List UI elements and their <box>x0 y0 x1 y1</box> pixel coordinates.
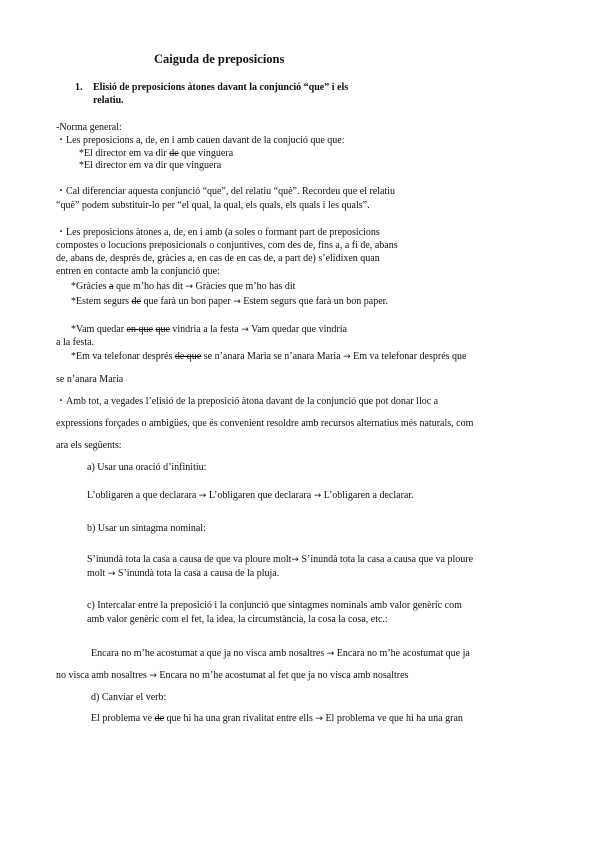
struck-preposition: de <box>154 713 165 724</box>
option-a-label: a) Usar una oració d’infinitiu: <box>87 462 207 473</box>
option-b-label: b) Usar un sintagma nominal: <box>87 523 206 534</box>
arrow-icon: → <box>149 671 157 681</box>
paragraph-4-line-3: ara els següents: <box>56 440 122 451</box>
arrow-icon: → <box>291 555 299 565</box>
section-number: 1. <box>75 82 83 93</box>
option-c-line-2: amb valor genèric com el fet, la idea, la circumstància, la cosa la cosa, etc.: <box>87 614 388 625</box>
option-d-label: d) Canviar el verb: <box>91 692 167 703</box>
section-heading-line-1: Elisió de preposicions àtones davant la conjunció “que” i els <box>93 82 349 93</box>
paragraph-3-line-4: entren en contacte amb la conjunció que: <box>56 266 220 277</box>
arrow-icon: → <box>241 325 249 335</box>
option-b-example-line-1: S’inundà tota la casa a causa de que va ploure molt→ S’inundà tota la casa a causa que va ploure <box>87 554 474 565</box>
struck-preposition: de <box>169 148 179 159</box>
example-line-continuation: se n’anara Maria <box>56 374 124 385</box>
arrow-icon: → <box>313 491 322 501</box>
arrow-icon: → <box>315 714 323 724</box>
option-b-example-line-2: molt → S’inundà tota la casa a causa de la pluja. <box>87 568 280 579</box>
paragraph-3-line-2: compostes o locucions preposicionals o conjuntives, com des de, fins a, a fi de, abans <box>56 240 398 251</box>
paragraph-1-text: ・Les preposicions a, de, en i amb cauen davant de la conjució que que: <box>56 135 345 146</box>
paragraph-2-line-1: ・Cal diferenciar aquesta conjunció “que”, del relatiu “què”. Recordeu que el relatiu <box>56 186 396 197</box>
option-c-line-1: c) Intercalar entre la preposició i la conjunció que sintagmes nominals amb valor genèric com <box>87 600 462 611</box>
example-line: *El director em va dir de que vinguera <box>79 148 234 159</box>
struck-preposition: de que <box>174 351 202 362</box>
struck-preposition: que <box>155 324 170 335</box>
paragraph-4-line-2: expressions forçades o ambigües, que és convenient resoldre amb recursos alternatius més naturals, com <box>56 418 474 429</box>
page-title: Caiguda de preposicions <box>154 52 285 66</box>
paragraph-2-line-2: “què” podem substituir-lo per “el qual, la qual, els quals, els quals i les quals”. <box>56 200 370 211</box>
example-line: *Vam quedar en que que vindria a la festa → Vam quedar que vindria <box>71 324 347 335</box>
arrow-icon: → <box>233 297 241 307</box>
struck-preposition: de <box>131 296 141 307</box>
arrow-icon: → <box>185 282 193 292</box>
arrow-icon: → <box>326 649 335 659</box>
option-c-example-line-2: no visca amb nosaltres → Encara no m’he acostumat al fet que ja no visca amb nosaltres <box>56 670 409 681</box>
paragraph-4-line-1: ・Amb tot, a vegades l’elisió de la preposició àtona davant de la conjunció que pot donar lloc a <box>56 396 439 407</box>
paragraph-3-line-1: ・Les preposicions àtones a, de, en i amb (a soles o formant part de preposicions <box>56 227 380 238</box>
arrow-icon: → <box>198 491 207 501</box>
struck-preposition: a <box>109 281 114 292</box>
option-d-example: El problema ve de que hi ha una gran rivalitat entre ells → El problema ve que hi ha una gran <box>91 713 463 724</box>
struck-preposition: en que <box>126 324 153 335</box>
arrow-icon: → <box>107 569 116 579</box>
example-line-continuation: a la festa. <box>56 337 95 348</box>
option-a-example: L’obligaren a que declarara → L’obligaren que declarara → L’obligaren a declarar. <box>87 490 414 501</box>
example-line: *Estem segurs de que farà un bon paper → Estem segurs que farà un bon paper. <box>71 296 388 307</box>
section-heading-line-2: relatiu. <box>93 95 124 106</box>
example-line: *Em va telefonar després de que se n’anara Maria se n’anara Maria → Em va telefonar després que <box>71 351 467 362</box>
example-line: *El director em va dir que vinguera <box>79 160 222 171</box>
option-c-example-line-1: Encara no m’he acostumat a que ja no visca amb nosaltres → Encara no m’he acostumat que ja <box>91 648 470 659</box>
example-line: *Gràcies a que m’ho has dit → Gràcies que m’ho has dit <box>71 281 296 292</box>
norma-general-label: -Norma general: <box>56 122 122 133</box>
paragraph-3-line-3: de, abans de, després de, gràcies a, en cas de en cas de, a part de) s’elidixen quan <box>56 253 380 264</box>
arrow-icon: → <box>343 352 351 362</box>
